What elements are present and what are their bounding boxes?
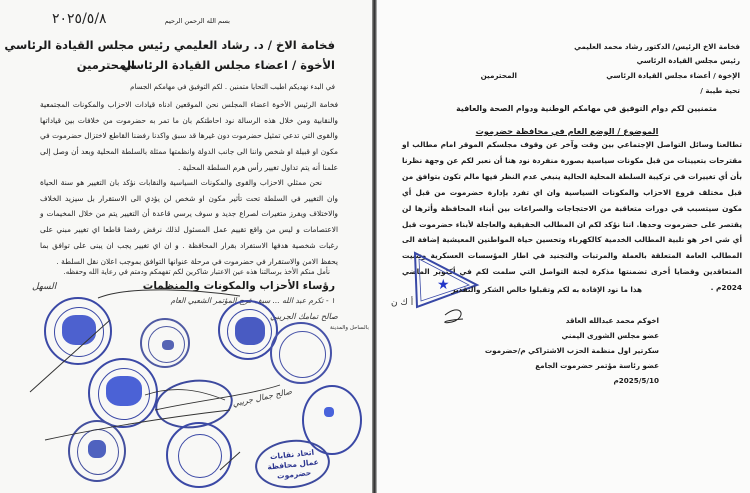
stamp-handwriting: أ ك ن: [391, 298, 414, 308]
union-stamp-line: حضرموت: [276, 468, 312, 481]
recipient-line-2: رئيس مجلس القيادة الرئاسي: [636, 56, 740, 65]
basmala: بسم الله الرحمن الرحيم: [164, 17, 230, 25]
svg-text:★: ★: [437, 277, 450, 293]
left-letter-page: [0, 0, 374, 493]
recipient-honorific: المحترمين: [480, 71, 517, 80]
closing-line: نأمل منكم الأخذ برسالتنا هذه عين الاعتبار شاكرين لكم تفهمكم ودمتم في رعاية الله وحفظه.: [63, 268, 330, 276]
handwritten-note: ١ - تكرم عبد الله ... سيف فرج المؤتمر الشعبي العام: [170, 296, 335, 305]
handwritten-note: السهل: [32, 282, 57, 292]
letter-body: تطالعنا وسائل التواصل الإجتماعي بين وقت وآخر عن وقوف مجلسكم الموقر امام مطالب او مقترحات بتعيينات من قبل مكونات سياسية بصورة منفردة نود هنا أن نعبر لكم عن وجهة نظرنا بأن أي تغييرات في تركيبة السلطة المحلية الحالية ينبغي عدم النظر فيها مالم تكون بتوافق من قبل مختلف فروع الاحزاب والمكونات السياسية وان اي تفرد بإدارة حضرموت من قبل أي مكون سيتسبب في دورات متعاقبة من الاحتجاجات والصراعات بين أبناء المحافظة وأثرها لن يقتصر على حضرموت وحدها. اننا نؤكد لكم ان المطالب الحقيقية والعاجلة لأبناء حضرموت قبل أي شي اخر هو تلبية المطالب الخدمية كالكهرباء وتحسين حياة المواطنين المعيشية إضافة الى المطالب العامة المتعلقة بالعملة والمرتبات والتجنيد في اطار المؤسسات العسكرية وتثبيت المتعاقدين وقضايا أخرى تضمنتها مذكرة لجنة التواصل التي سلمت لكم في أكتوبر الماضي 2024م .: [402, 140, 742, 293]
signature-strokes: [0, 0, 374, 493]
signatories-heading: رؤساء الأحزاب والمكونات والمنظمات: [142, 280, 335, 292]
subject-line: الموضوع / الوضع العام في محافظة حضرموت: [475, 126, 659, 136]
paragraph-1: فخامة الرئيس الأخوة اعضاء المجلس نحن الموقعين ادناه قيادات الاحزاب والمكونات المجتمعية والنقابية ومن خلال هذه الرسالة نود احاطتكم بان ما تمر به حضرموت من خلافات بين قياداتها والقوى التي تدعي تمثيل حضرموت دون غيرها قد سبق واكدنا رفضنا القاطع لاختزال حضرموت في مكون او قبيلة او شخص واننا الى جانب الدولة وانظمتها ممثلة بالسلطة المحلية وبعد أن وصل إلى علمنا أنه يتم تداول تغيير رأس هرم السلطة المحلية .: [40, 100, 338, 172]
recipient-honorific: المحترمين: [76, 58, 135, 72]
handwritten-note: بالساحل والمدينة: [330, 325, 369, 331]
signature-title: عضو رئاسة مؤتمر حضرموت الجامع: [535, 361, 659, 370]
signature-name: اخوكم محمد عبدالله العاقد: [565, 316, 659, 325]
signature-date: 2025/5/10م: [613, 376, 659, 385]
salutation: تحية طيبة /: [700, 86, 740, 95]
paragraph-2: نحن ممثلي الاحزاب والقوى والمكونات السياسية والنقابات نؤكد بان التغيير هو سنة الحياة وان التغيير في السلطة تحت تأثير مكون او شخص لن يؤدي الى الاستقرار بل سيزيد الخلاف والاختلاف ويفرز متغيرات لصراع جديد و سوف يرسي قاعدة أن التغيير يتم من خلال المخيمات و الاعتصامات و ليس من واقع تقييم عمل المسئول لذلك نرفض رفضا قاطعا اي تغيير مبني على رغبات شخصية هدفها الاستفراد بقرار المحافظة . و ان اي تغيير يجب ان يبنى على توافق بما يحفظ الامن والاستقرار في حضرموت في مرحلة عنوانها التوافق بموجب اعلان نقل السلطة .: [40, 178, 338, 266]
letter-date: ٢٠٢٥/٥/٨: [52, 11, 107, 27]
handwritten-note: صالح تمامك الجريبي: [270, 312, 338, 321]
signature-title: عضو مجلس الشورى اليمني: [561, 331, 659, 340]
recipient-line-3: الإخوة / أعضاء مجلس القيادة الرئاسي: [606, 71, 740, 80]
union-stamp-line: عمال محافظة: [266, 457, 320, 472]
recipient-line-1: فخامة الاخ / د. رشاد العليمي رئيس مجلس القيادة الرئاسي: [4, 38, 335, 52]
recipient-line-2: الأخوة / اعضاء مجلس القيادة الرئاسي: [121, 58, 335, 72]
right-letter-page: [377, 0, 750, 493]
union-stamp-line: اتحاد نقابات: [269, 447, 315, 462]
signature-title: سكرتير اول منظمة الحزب الاشتراكي م/حضرموت: [484, 346, 659, 355]
greeting: في البدء نهديكم اطيب التحايا متمنين . لكم التوفيق في مهامكم الجسام: [130, 83, 335, 91]
handwritten-note: صالح جمال جريبي: [231, 386, 293, 409]
wishes-line: متمنيين لكم دوام التوفيق في مهامكم الوطنية ودوام الصحة والعافية: [456, 104, 717, 113]
recipient-line-1: فخامة الاخ الرئيس/ الدكتور رشاد محمد العليمي: [574, 42, 740, 51]
closing-line: هذا ما نود الإفادة به لكم وتقبلوا خالص الشكر والتقدير: [451, 285, 642, 294]
